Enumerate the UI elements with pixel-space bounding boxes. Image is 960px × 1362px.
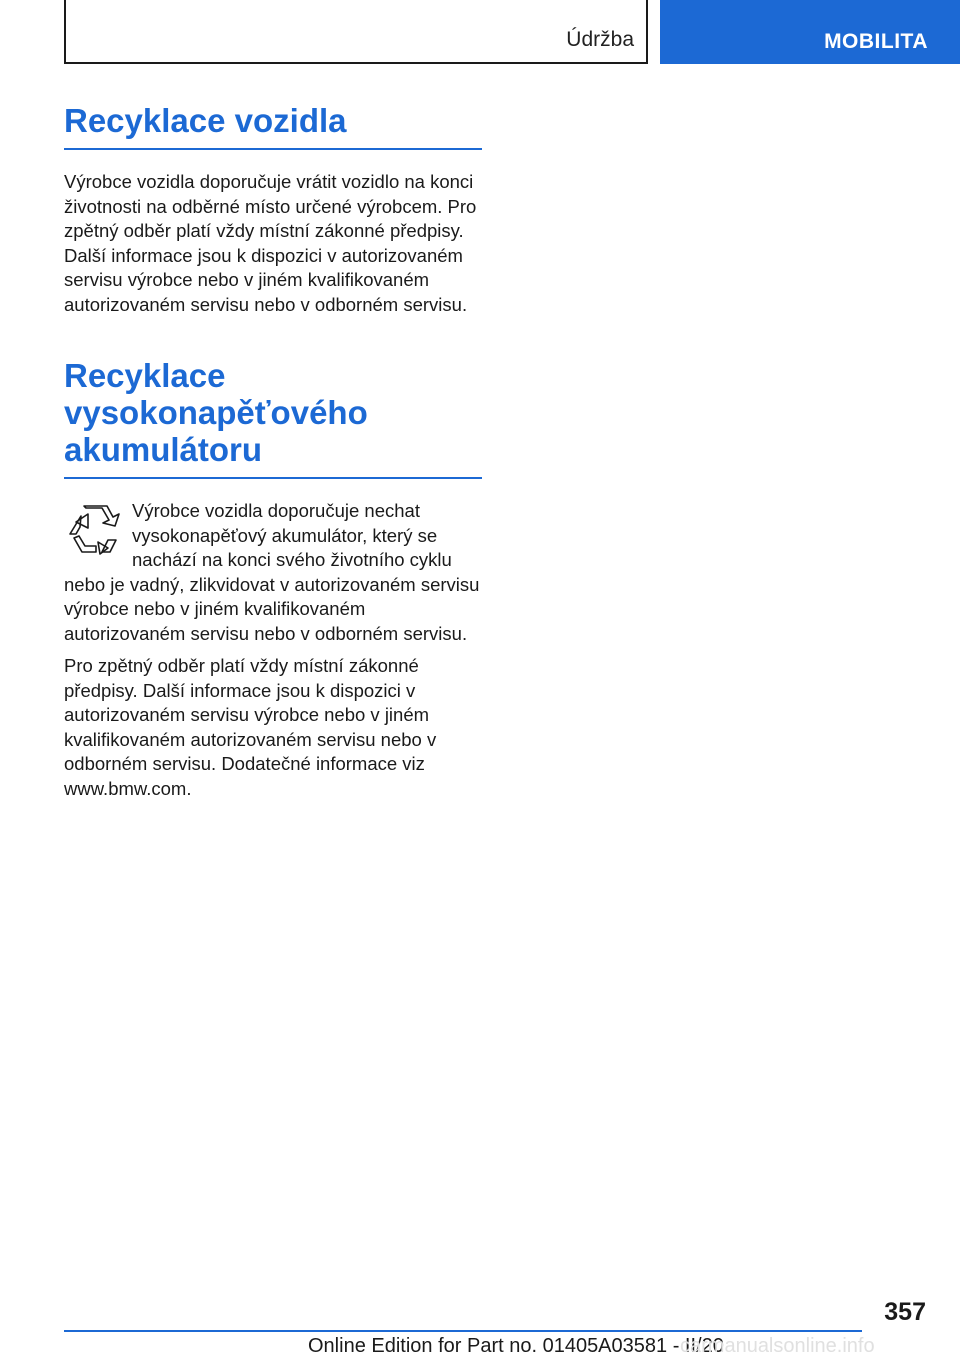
- header-chapter-tab: MOBILITA: [660, 0, 960, 64]
- article-body-battery-recycling-1: Výrobce vozidla doporučuje nechat vysokonapěťový akumulátor, který se nachází na konci svého životního cyklu nebo je vadný, zlikvidovat v autorizovaném servisu výrobce nebo v jiném kvalifikovaném autorizovaném servisu nebo v odborném servisu.: [64, 500, 480, 644]
- header-section-box: [64, 0, 648, 64]
- watermark: carmanualsonline.info: [680, 1335, 875, 1357]
- article-title-battery-recycling: Recyklace vysokonapěťového akumulátoru: [64, 357, 482, 479]
- footer-divider: [64, 1330, 862, 1332]
- page-number: 357: [884, 1298, 926, 1326]
- article-body-battery-recycling-2: Pro zpětný odběr platí vždy místní zákonné předpisy. Další informace jsou k dispozici v autorizovaném servisu výrobce nebo v jiném kvalifikovaném autorizovaném servisu nebo v odborném servisu. Dodatečné informace viz www.bmw.com.: [64, 655, 437, 799]
- article-title-vehicle-recycling: Recyklace vozidla: [64, 102, 482, 150]
- edition-info: Online Edition for Part no. 01405A03581 - II/20: [308, 1335, 724, 1357]
- recycle-icon: [66, 502, 122, 558]
- page-content: [64, 102, 482, 801]
- header-section-title: Údržba: [566, 28, 634, 51]
- article-body-vehicle-recycling: Výrobce vozidla doporučuje vrátit vozidlo na konci životnosti na odběrné místo určené výrobcem. Pro zpětný odběr platí vždy místní zákonné předpisy. Další informace jsou k dispozici v autorizovaném servisu výrobce nebo v jiném kvalifikovaném autorizovaném servisu nebo v odborném servisu.: [64, 171, 477, 315]
- battery-recycling-block: [64, 499, 482, 646]
